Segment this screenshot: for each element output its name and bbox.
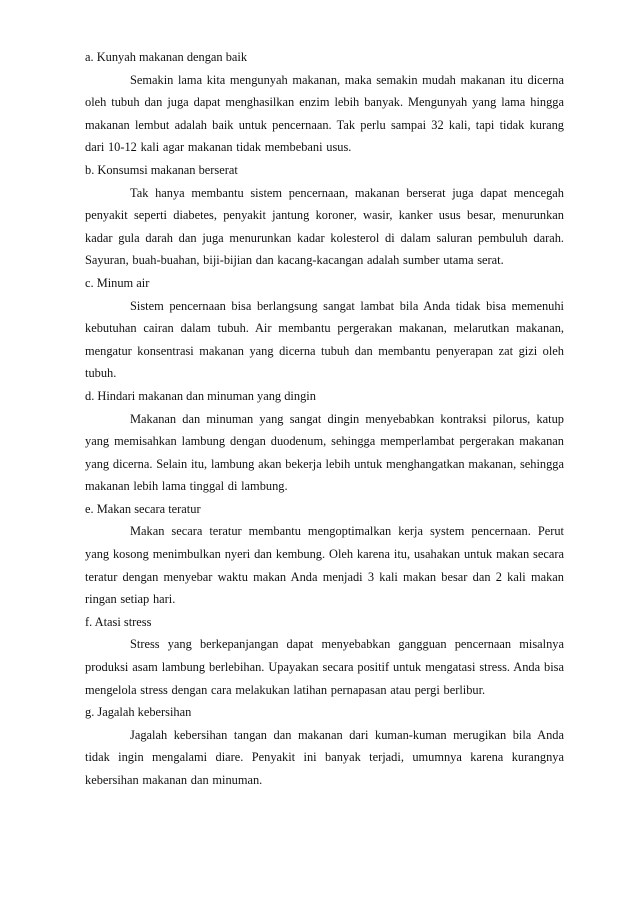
section-paragraph: Jagalah kebersihan tangan dan makanan dari kuman-kuman merugikan bila Anda tidak ingin mengalami diare. Penyakit ini banyak terjadi, umumnya karena kurangnya kebersihan makanan dan minuman. — [85, 727, 564, 787]
section-heading: c. Minum air — [85, 275, 150, 290]
section-paragraph: Semakin lama kita mengunyah makanan, maka semakin mudah makanan itu dicerna oleh tubuh dan juga dapat menghasilkan enzim lebih banyak. Mengunyah yang lama hingga makanan lembut adalah baik untuk pencernaan. Tak perlu sampai 32 kali, tapi tidak kurang dari 10-12 kali agar makanan tidak membebani usus. — [85, 72, 564, 155]
section-heading: e. Makan secara teratur — [85, 501, 201, 516]
section-stress — [85, 611, 564, 701]
section-kebersihan — [85, 701, 564, 791]
section-paragraph: Makan secara teratur membantu mengoptimalkan kerja system pencernaan. Perut yang kosong menimbulkan nyeri dan kembung. Oleh karena itu, usahakan untuk makan secara teratur dengan menyebar waktu makan Anda menjadi 3 kali makan besar dan 2 kali makan ringan setiap hari. — [85, 524, 564, 607]
section-heading: f. Atasi stress — [85, 614, 152, 629]
section-heading: g. Jagalah kebersihan — [85, 705, 192, 720]
section-heading: a. Kunyah makanan dengan baik — [85, 50, 248, 64]
section-heading: d. Hindari makanan dan minuman yang dingin — [85, 388, 316, 403]
section-paragraph: Stress yang berkepanjangan dapat menyebabkan gangguan pencernaan misalnya produksi asam lambung berlebihan. Upayakan secara positif untuk mengatasi stress. Anda bisa mengelola stress dengan cara melakukan latihan pernapasan atau pergi berlibur. — [85, 637, 564, 697]
section-serat — [85, 159, 564, 272]
section-kunyah — [85, 46, 564, 159]
section-teratur — [85, 498, 564, 611]
document-body — [85, 46, 564, 792]
section-minum-air — [85, 272, 564, 385]
section-paragraph: Tak hanya membantu sistem pencernaan, makanan berserat juga dapat mencegah penyakit seperti diabetes, penyakit jantung koroner, wasir, kanker usus besar, menurunkan kadar gula darah dan juga menurunkan kadar kolesterol di dalam saluran pembuluh darah. Sayuran, buah-buahan, biji-bijian dan kacang-kacangan adalah sumber utama serat. — [85, 185, 564, 268]
section-heading: b. Konsumsi makanan berserat — [85, 162, 238, 177]
section-paragraph: Sistem pencernaan bisa berlangsung sangat lambat bila Anda tidak bisa memenuhi kebutuhan cairan dalam tubuh. Air membantu pergerakan makanan, melarutkan makanan, mengatur konsentrasi makanan yang dicerna tubuh dan membantu penyerapan zat gizi oleh tubuh. — [85, 298, 564, 381]
section-paragraph: Makanan dan minuman yang sangat dingin menyebabkan kontraksi pilorus, katup yang memisahkan lambung dengan duodenum, sehingga memperlambat pergerakan makanan yang dicerna. Selain itu, lambung akan bekerja lebih untuk menghangatkan makanan, sehingga makanan lebih lama tinggal di lambung. — [85, 411, 564, 494]
section-dingin — [85, 385, 564, 498]
